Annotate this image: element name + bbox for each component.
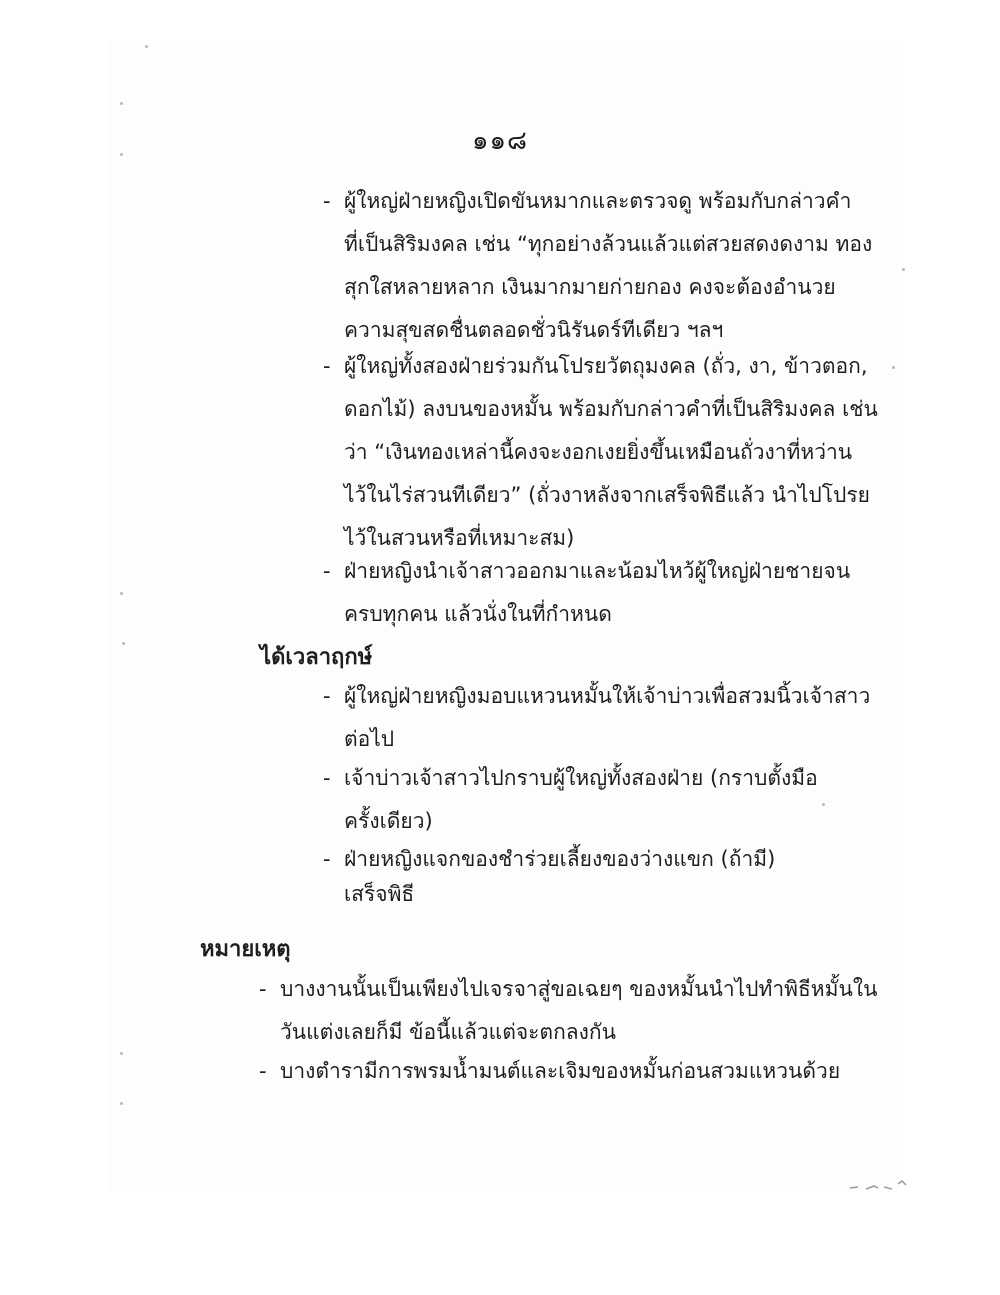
text-line: ที่เป็นสิริมงคล เช่น “ทุกอย่างล้วนแล้วแต่สวยสดงดงาม ทอง	[344, 232, 873, 256]
text-line: ต่อไป	[344, 727, 395, 751]
text-line: เจ้าบ่าวเจ้าสาวไปกราบผู้ใหญ่ทั้งสองฝ่าย (กราบตั้งมือ	[344, 766, 818, 790]
text-line: ผู้ใหญ่ฝ่ายหญิงมอบแหวนหมั้นให้เจ้าบ่าวเพื่อสวมนิ้วเจ้าสาว	[344, 684, 871, 708]
text-line: วันแต่งเลยก็มี ข้อนี้แล้วแต่จะตกลงกัน	[280, 1020, 616, 1044]
text-line: ครั้งเดียว)	[344, 809, 433, 833]
scan-speck	[120, 592, 123, 595]
text-line: ความสุขสดชื่นตลอดชั่วนิรันดร์ทีเดียว ฯลฯ	[344, 318, 724, 342]
text-line: ฝ่ายหญิงนำเจ้าสาวออกมาและน้อมไหว้ผู้ใหญ่ฝ่ายชายจน	[344, 559, 851, 583]
scan-speck	[120, 1102, 123, 1105]
text-line: ครบทุกคน แล้วนั่งในที่กำหนด	[344, 602, 612, 626]
scan-speck	[120, 153, 123, 156]
bullet-dash: -	[323, 766, 331, 790]
section-heading: ได้เวลาฤกษ์	[260, 645, 373, 670]
scan-speck	[822, 803, 825, 806]
scan-smudge	[848, 1178, 908, 1192]
scan-speck	[892, 366, 895, 369]
text-line: ไว้ในไร่สวนทีเดียว” (ถั่วงาหลังจากเสร็จพิธีแล้ว นำไปโปรย	[344, 483, 870, 507]
list-item	[323, 757, 818, 843]
bullet-dash: -	[323, 847, 331, 871]
text-line: ไว้ในสวนหรือที่เหมาะสม)	[344, 526, 575, 550]
list-item	[259, 968, 878, 1054]
text-line: ฝ่ายหญิงแจกของชำร่วยเลี้ยงของว่างแขก (ถ้ามี)	[344, 847, 776, 871]
bullet-dash: -	[323, 559, 331, 583]
list-item	[259, 1050, 841, 1093]
bullet-dash: -	[323, 354, 331, 378]
text-line: ผู้ใหญ่ทั้งสองฝ่ายร่วมกันโปรยวัตถุมงคล (ถั่ว, งา, ข้าวตอก,	[344, 354, 868, 378]
list-item	[323, 550, 851, 636]
closing-text: เสร็จพิธี	[344, 882, 415, 906]
text-line: บางงานนั้นเป็นเพียงไปเจรจาสู่ขอเฉยๆ ของหมั้นนำไปทำพิธีหมั้นใน	[280, 977, 878, 1001]
notes-heading: หมายเหตุ	[200, 937, 291, 962]
text-line: ดอกไม้) ลงบนของหมั้น พร้อมกับกล่าวคำที่เป็นสิริมงคล เช่น	[344, 397, 878, 421]
bullet-dash: -	[323, 684, 331, 708]
scan-speck	[122, 642, 125, 645]
bullet-dash: -	[259, 1059, 267, 1083]
text-line: ผู้ใหญ่ฝ่ายหญิงเปิดขันหมากและตรวจดู พร้อมกับกล่าวคำ	[344, 189, 852, 213]
bullet-dash: -	[323, 189, 331, 213]
text-line: บางตำรามีการพรมน้ำมนต์และเจิมของหมั้นก่อนสวมแหวนด้วย	[280, 1059, 841, 1083]
scan-speck	[902, 268, 905, 271]
bullet-dash: -	[259, 977, 267, 1001]
text-line: ว่า “เงินทองเหล่านี้คงจะงอกเงยยิ่งขึ้นเหมือนถั่วงาที่หว่าน	[344, 440, 853, 464]
list-item	[323, 345, 878, 560]
scan-speck	[120, 1052, 123, 1055]
list-item	[323, 180, 873, 352]
page-number: ๑๑๘	[471, 126, 529, 156]
scan-speck	[145, 45, 148, 48]
scan-speck	[120, 102, 123, 105]
text-line: สุกใสหลายหลาก เงินมากมายก่ายกอง คงจะต้องอำนวย	[344, 275, 836, 299]
list-item	[323, 675, 871, 761]
